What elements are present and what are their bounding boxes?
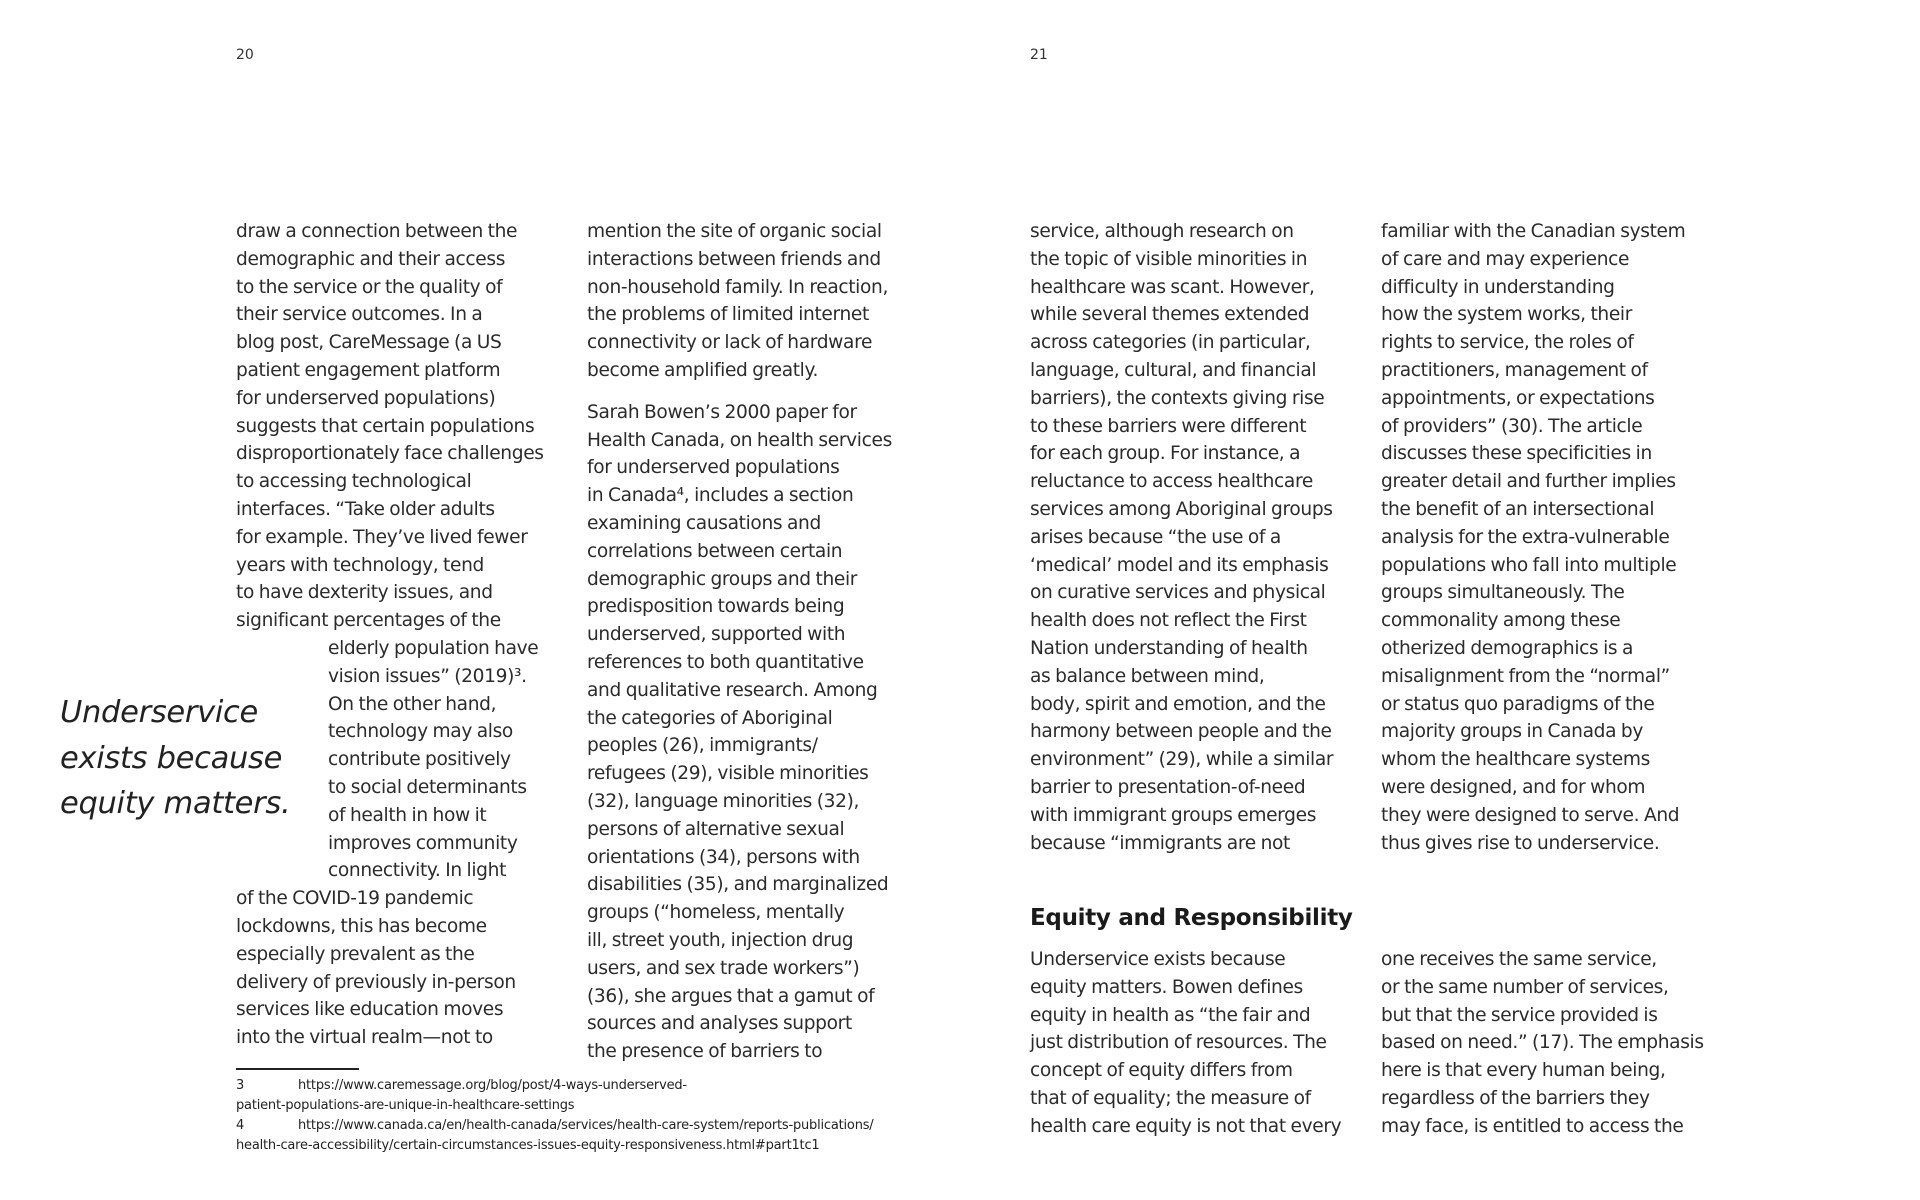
text-line: discusses these specificities in — [1381, 443, 1652, 465]
footnote-divider — [236, 1068, 359, 1070]
text-line: the presence of barriers to — [587, 1041, 823, 1063]
text-line: as balance between mind, — [1030, 665, 1265, 687]
text-line: were designed, and for whom — [1381, 776, 1646, 798]
text-line: mention the site of organic social — [587, 221, 882, 242]
col1-bottom-lines — [236, 885, 544, 1052]
text-line: barriers), the contexts giving rise — [1030, 387, 1325, 409]
text-column-4 — [1381, 218, 1685, 857]
text-line: correlations between certain — [587, 540, 843, 562]
text-line: orientations (34), persons with — [587, 846, 860, 868]
text-column-3 — [1030, 218, 1333, 857]
text-line: they were designed to serve. And — [1381, 804, 1680, 826]
text-line: Underservice exists because — [1030, 949, 1286, 970]
section-heading: Equity and Responsibility — [1030, 905, 1353, 931]
footnote-link[interactable]: https://www.canada.ca/en/health-canada/services/health-care-system/reports-publications/ — [298, 1118, 874, 1133]
text-line: groups (“homeless, mentally — [587, 902, 845, 924]
text-line: lockdowns, this has become — [236, 915, 487, 937]
text-line: peoples (26), immigrants/ — [587, 735, 818, 757]
text-line: ill, street youth, injection drug — [587, 929, 854, 951]
text-line: health does not reflect the First — [1030, 610, 1307, 632]
page-number-left: 20 — [236, 47, 254, 63]
text-line: into the virtual realm—not to — [236, 1027, 493, 1049]
col1-top-lines — [236, 218, 544, 635]
text-line: thus gives rise to underservice. — [1381, 832, 1660, 854]
pull-quote-line: Underservice — [60, 695, 258, 730]
text-line: improves community — [328, 832, 518, 854]
text-line: the benefit of an intersectional — [1381, 498, 1655, 520]
text-line: Health Canada, on health services — [587, 429, 892, 451]
text-line: the problems of limited internet — [587, 304, 869, 326]
text-line: because “immigrants are not — [1030, 832, 1290, 854]
text-line: underserved, supported with — [587, 624, 846, 646]
text-line: services like education moves — [236, 999, 504, 1021]
text-line: for each group. For instance, a — [1030, 443, 1301, 465]
text-line: technology may also — [328, 721, 513, 743]
text-column-2 — [587, 218, 892, 1066]
text-line: commonality among these — [1381, 610, 1621, 632]
text-line: reluctance to access healthcare — [1030, 471, 1313, 493]
text-line: contribute positively — [328, 749, 511, 771]
text-line: the categories of Aboriginal — [587, 707, 833, 729]
footnote-4 — [236, 1116, 873, 1156]
col4b-lines — [1381, 946, 1704, 1141]
text-line: of providers” (30). The article — [1381, 415, 1643, 437]
text-line: to the service or the quality of — [236, 276, 503, 298]
text-column-3-section — [1030, 946, 1341, 1141]
col2-paragraph-1 — [587, 218, 892, 385]
text-line: groups simultaneously. The — [1381, 582, 1625, 604]
text-line: (32), language minorities (32), — [587, 790, 860, 812]
text-line: suggests that certain populations — [236, 415, 535, 437]
text-line: interactions between friends and — [587, 248, 881, 270]
text-line: here is that every human being, — [1381, 1060, 1666, 1082]
footnote-link-continued[interactable]: health-care-accessibility/certain-circumstances-issues-equity-responsiveness.html#part1tc1 — [236, 1138, 820, 1153]
text-line: Sarah Bowen’s 2000 paper for — [587, 401, 857, 423]
text-line: populations who fall into multiple — [1381, 554, 1677, 576]
text-line: for underserved populations — [587, 457, 840, 479]
page-number-right: 21 — [1030, 47, 1048, 63]
pull-quote-line: equity matters. — [60, 786, 291, 821]
text-line: Nation understanding of health — [1030, 637, 1308, 659]
text-line: persons of alternative sexual — [587, 818, 845, 840]
text-line: of the COVID-19 pandemic — [236, 888, 474, 910]
text-line: for example. They’ve lived fewer — [236, 526, 528, 548]
text-line: to have dexterity issues, and — [236, 582, 493, 604]
text-line: barrier to presentation-of-need — [1030, 776, 1306, 798]
col2-paragraph-2 — [587, 399, 892, 1066]
text-line: equity in health as “the fair and — [1030, 1004, 1311, 1026]
col3-lines — [1030, 218, 1333, 857]
text-line: and qualitative research. Among — [587, 679, 878, 701]
text-line: practitioners, management of — [1381, 359, 1648, 381]
footnote-link-continued[interactable]: patient-populations-are-unique-in-healthcare-settings — [236, 1098, 575, 1113]
text-line: body, spirit and emotion, and the — [1030, 693, 1326, 715]
text-line: may face, is entitled to access the — [1381, 1115, 1684, 1137]
text-line: to social determinants — [328, 776, 527, 798]
text-column-4-section — [1381, 946, 1704, 1141]
text-line: greater detail and further implies — [1381, 471, 1676, 493]
text-line: otherized demographics is a — [1381, 637, 1634, 659]
text-line: on curative services and physical — [1030, 582, 1326, 604]
text-line: demographic and their access — [236, 248, 506, 270]
text-line: difficulty in understanding — [1381, 276, 1615, 298]
text-line: to accessing technological — [236, 471, 472, 493]
text-line: become amplified greatly. — [587, 359, 819, 381]
text-line: service, although research on — [1030, 221, 1294, 242]
text-line: refugees (29), visible minorities — [587, 763, 869, 785]
text-line: users, and sex trade workers”) — [587, 957, 860, 979]
text-line: significant percentages of the — [236, 610, 501, 632]
text-line: draw a connection between the — [236, 221, 518, 242]
text-line: healthcare was scant. However, — [1030, 276, 1315, 298]
text-line: interfaces. “Take older adults — [236, 498, 495, 520]
col4-lines — [1381, 218, 1685, 857]
text-line: the topic of visible minorities in — [1030, 248, 1308, 270]
text-line: vision issues” (2019)³. — [328, 665, 527, 687]
text-line: that of equality; the measure of — [1030, 1087, 1311, 1109]
text-line: or status quo paradigms of the — [1381, 693, 1655, 715]
text-line: just distribution of resources. The — [1030, 1032, 1327, 1054]
text-line: blog post, CareMessage (a US — [236, 332, 502, 354]
text-line: years with technology, tend — [236, 554, 484, 576]
text-line: connectivity. In light — [328, 860, 507, 882]
text-line: but that the service provided is — [1381, 1004, 1658, 1026]
text-line: demographic groups and their — [587, 568, 858, 590]
text-line: health care equity is not that every — [1030, 1115, 1342, 1137]
text-line: misalignment from the “normal” — [1381, 665, 1670, 687]
text-line: harmony between people and the — [1030, 721, 1332, 743]
text-line: regardless of the barriers they — [1381, 1087, 1650, 1109]
text-line: services among Aboriginal groups — [1030, 498, 1333, 520]
text-line: predisposition towards being — [587, 596, 845, 618]
text-line: non-household family. In reaction, — [587, 276, 889, 298]
text-line: or the same number of services, — [1381, 976, 1669, 998]
text-line: their service outcomes. In a — [236, 304, 483, 326]
text-line: patient engagement platform — [236, 359, 501, 381]
text-line: one receives the same service, — [1381, 949, 1657, 970]
text-line: arises because “the use of a — [1030, 526, 1281, 548]
text-line: environment” (29), while a similar — [1030, 749, 1334, 771]
text-line: On the other hand, — [328, 693, 497, 715]
text-line: how the system works, their — [1381, 304, 1633, 326]
text-line: references to both quantitative — [587, 651, 864, 673]
text-line: with immigrant groups emerges — [1030, 804, 1317, 826]
text-line: disproportionately face challenges — [236, 443, 544, 465]
text-line: across categories (in particular, — [1030, 332, 1311, 354]
footnote-number: 4 — [236, 1118, 245, 1133]
footnote-number: 3 — [236, 1078, 245, 1093]
text-line: to these barriers were different — [1030, 415, 1307, 437]
text-line: whom the healthcare systems — [1381, 749, 1650, 771]
text-line: for underserved populations) — [236, 387, 496, 409]
text-line: ‘medical’ model and its emphasis — [1030, 554, 1329, 576]
text-line: familiar with the Canadian system — [1381, 221, 1686, 242]
text-line: delivery of previously in-person — [236, 971, 516, 993]
footnote-3 — [236, 1076, 687, 1116]
text-column-1 — [236, 218, 544, 1052]
footnote-link[interactable]: https://www.caremessage.org/blog/post/4-ways-underserved- — [298, 1078, 687, 1093]
pull-quote-line: exists because — [60, 740, 283, 776]
text-line: of health in how it — [328, 804, 487, 826]
text-line: while several themes extended — [1030, 304, 1310, 326]
text-line: of care and may experience — [1381, 248, 1630, 270]
text-line: appointments, or expectations — [1381, 387, 1655, 409]
col1-indented-lines — [236, 635, 544, 885]
text-line: based on need.” (17). The emphasis — [1381, 1032, 1704, 1054]
text-line: concept of equity differs from — [1030, 1060, 1293, 1082]
text-line: elderly population have — [328, 637, 539, 659]
text-line: rights to service, the roles of — [1381, 332, 1634, 354]
text-line: (36), she argues that a gamut of — [587, 985, 875, 1007]
text-line: especially prevalent as the — [236, 943, 475, 965]
text-line: in Canada⁴, includes a section — [587, 485, 854, 507]
text-line: majority groups in Canada by — [1381, 721, 1643, 743]
text-line: connectivity or lack of hardware — [587, 332, 873, 354]
text-line: disabilities (35), and marginalized — [587, 874, 889, 896]
text-line: language, cultural, and financial — [1030, 359, 1317, 381]
text-line: sources and analyses support — [587, 1013, 852, 1035]
text-line: analysis for the extra-vulnerable — [1381, 526, 1670, 548]
col3b-lines — [1030, 946, 1341, 1141]
text-line: equity matters. Bowen defines — [1030, 976, 1303, 998]
text-line: examining causations and — [587, 512, 821, 534]
